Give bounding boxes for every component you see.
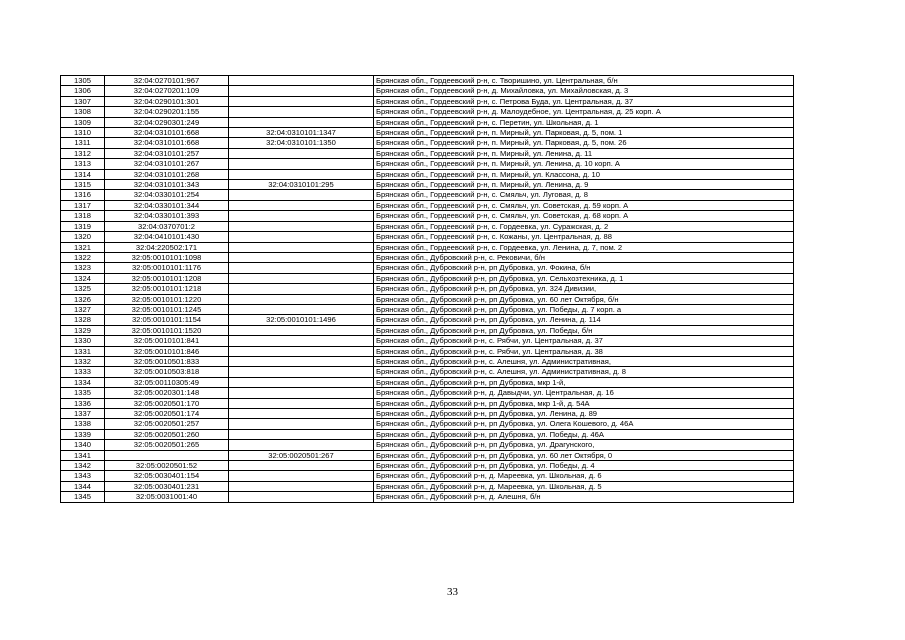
address-cell: Брянская обл., Гордеевский р-н, д. Малоудебное, ул. Центральная, д. 25 корп. А xyxy=(374,107,794,117)
second-cadastral-number-cell xyxy=(229,481,374,491)
second-cadastral-number-cell xyxy=(229,211,374,221)
row-number-cell: 1326 xyxy=(61,294,105,304)
address-cell: Брянская обл., Гордеевский р-н, с. Смяльч, ул. Советская, д. 59 корп. А xyxy=(374,200,794,210)
cadastral-number-cell: 32:04:0270201:109 xyxy=(105,86,229,96)
second-cadastral-number-cell xyxy=(229,377,374,387)
row-number-cell: 1308 xyxy=(61,107,105,117)
row-number-cell: 1325 xyxy=(61,284,105,294)
address-cell: Брянская обл., Дубровский р-н, с. Рябчи, ул. Центральная, д. 37 xyxy=(374,336,794,346)
row-number-cell: 1337 xyxy=(61,409,105,419)
cadastral-number-cell: 32:05:0010101:846 xyxy=(105,346,229,356)
table-row xyxy=(61,190,794,200)
cadastral-number-cell: 32:05:0020501:257 xyxy=(105,419,229,429)
second-cadastral-number-cell: 32:04:0310101:1347 xyxy=(229,128,374,138)
address-cell: Брянская обл., Дубровский р-н, рп Дубровка, ул. Ленина, д. 89 xyxy=(374,409,794,419)
address-cell: Брянская обл., Дубровский р-н, рп Дубровка, мкр 1-й, д. 54А xyxy=(374,398,794,408)
table-row xyxy=(61,200,794,210)
table-row xyxy=(61,315,794,325)
table-row xyxy=(61,148,794,158)
cadastral-number-cell: 32:05:0030401:154 xyxy=(105,471,229,481)
cadastral-number-cell: 32:04:0290201:155 xyxy=(105,107,229,117)
row-number-cell: 1312 xyxy=(61,148,105,158)
second-cadastral-number-cell xyxy=(229,86,374,96)
row-number-cell: 1317 xyxy=(61,200,105,210)
second-cadastral-number-cell: 32:05:0020501:267 xyxy=(229,450,374,460)
cadastral-number-cell: 32:05:0010101:1218 xyxy=(105,284,229,294)
row-number-cell: 1324 xyxy=(61,273,105,283)
second-cadastral-number-cell xyxy=(229,169,374,179)
second-cadastral-number-cell xyxy=(229,471,374,481)
second-cadastral-number-cell xyxy=(229,492,374,502)
address-cell: Брянская обл., Гордеевский р-н, с. Творишино, ул. Центральная, б/н xyxy=(374,76,794,86)
address-cell: Брянская обл., Дубровский р-н, с. Алешня, ул. Административная, д. 8 xyxy=(374,367,794,377)
second-cadastral-number-cell xyxy=(229,336,374,346)
cadastral-number-cell xyxy=(105,450,229,460)
address-cell: Брянская обл., Дубровский р-н, д. Мареевка, ул. Школьная, д. 6 xyxy=(374,471,794,481)
row-number-cell: 1310 xyxy=(61,128,105,138)
second-cadastral-number-cell xyxy=(229,398,374,408)
address-cell: Брянская обл., Гордеевский р-н, п. Мирный, ул. Ленина, д. 11 xyxy=(374,148,794,158)
page-number: 33 xyxy=(447,586,458,598)
table-row xyxy=(61,117,794,127)
address-cell: Брянская обл., Дубровский р-н, с. Рековичи, б/н xyxy=(374,252,794,262)
row-number-cell: 1305 xyxy=(61,76,105,86)
table-row xyxy=(61,336,794,346)
row-number-cell: 1313 xyxy=(61,159,105,169)
table-row xyxy=(61,377,794,387)
table-row xyxy=(61,471,794,481)
address-cell: Брянская обл., Гордеевский р-н, с. Смяльч, ул. Советская, д. 68 корп. А xyxy=(374,211,794,221)
second-cadastral-number-cell xyxy=(229,96,374,106)
table-row xyxy=(61,440,794,450)
address-cell: Брянская обл., Гордеевский р-н, с. Перетин, ул. Школьная, д. 1 xyxy=(374,117,794,127)
row-number-cell: 1343 xyxy=(61,471,105,481)
row-number-cell: 1319 xyxy=(61,221,105,231)
row-number-cell: 1333 xyxy=(61,367,105,377)
table-row xyxy=(61,273,794,283)
cadastral-number-cell: 32:04:0310101:668 xyxy=(105,128,229,138)
row-number-cell: 1322 xyxy=(61,252,105,262)
table-row xyxy=(61,107,794,117)
table-row xyxy=(61,429,794,439)
second-cadastral-number-cell xyxy=(229,252,374,262)
row-number-cell: 1314 xyxy=(61,169,105,179)
cadastral-number-cell: 32:05:0031001:40 xyxy=(105,492,229,502)
second-cadastral-number-cell xyxy=(229,429,374,439)
address-cell: Брянская обл., Гордеевский р-н, с. Гордеевка, ул. Суражская, д. 2 xyxy=(374,221,794,231)
second-cadastral-number-cell xyxy=(229,388,374,398)
second-cadastral-number-cell xyxy=(229,263,374,273)
address-cell: Брянская обл., Дубровский р-н, рп Дубровка, ул. Олега Кошевого, д. 46А xyxy=(374,419,794,429)
second-cadastral-number-cell xyxy=(229,242,374,252)
table-row xyxy=(61,294,794,304)
row-number-cell: 1311 xyxy=(61,138,105,148)
cadastral-number-cell: 32:05:0010101:1208 xyxy=(105,273,229,283)
cadastral-number-cell: 32:04:0310101:343 xyxy=(105,180,229,190)
cadastral-number-cell: 32:04:0310101:668 xyxy=(105,138,229,148)
row-number-cell: 1323 xyxy=(61,263,105,273)
row-number-cell: 1334 xyxy=(61,377,105,387)
table-row xyxy=(61,128,794,138)
address-cell: Брянская обл., Дубровский р-н, с. Рябчи, ул. Центральная, д. 38 xyxy=(374,346,794,356)
address-cell: Брянская обл., Гордеевский р-н, с. Кожаны, ул. Центральная, д. 88 xyxy=(374,232,794,242)
registry-table-body xyxy=(61,76,794,503)
table-row xyxy=(61,398,794,408)
second-cadastral-number-cell xyxy=(229,325,374,335)
row-number-cell: 1332 xyxy=(61,356,105,366)
row-number-cell: 1340 xyxy=(61,440,105,450)
second-cadastral-number-cell xyxy=(229,190,374,200)
address-cell: Брянская обл., Дубровский р-н, рп Дубровка, ул. Победы, д. 4 xyxy=(374,461,794,471)
table-row xyxy=(61,461,794,471)
table-row xyxy=(61,252,794,262)
row-number-cell: 1328 xyxy=(61,315,105,325)
cadastral-number-cell: 32:04:0330101:344 xyxy=(105,200,229,210)
table-row xyxy=(61,180,794,190)
row-number-cell: 1321 xyxy=(61,242,105,252)
cadastral-number-cell: 32:04:0370701:2 xyxy=(105,221,229,231)
second-cadastral-number-cell xyxy=(229,273,374,283)
address-cell: Брянская обл., Дубровский р-н, рп Дубровка, ул. 324 Дивизии, xyxy=(374,284,794,294)
cadastral-number-cell: 32:05:0020301:148 xyxy=(105,388,229,398)
table-row xyxy=(61,325,794,335)
cadastral-number-cell: 32:05:0010101:1520 xyxy=(105,325,229,335)
table-row xyxy=(61,304,794,314)
second-cadastral-number-cell xyxy=(229,200,374,210)
address-cell: Брянская обл., Дубровский р-н, д. Алешня, б/н xyxy=(374,492,794,502)
second-cadastral-number-cell xyxy=(229,409,374,419)
table-row xyxy=(61,96,794,106)
second-cadastral-number-cell: 32:04:0310101:1350 xyxy=(229,138,374,148)
row-number-cell: 1315 xyxy=(61,180,105,190)
table-row xyxy=(61,356,794,366)
second-cadastral-number-cell xyxy=(229,356,374,366)
cadastral-number-cell: 32:04:0330101:254 xyxy=(105,190,229,200)
table-row xyxy=(61,346,794,356)
second-cadastral-number-cell xyxy=(229,346,374,356)
address-cell: Брянская обл., Гордеевский р-н, п. Мирный, ул. Ленина, д. 9 xyxy=(374,180,794,190)
cadastral-number-cell: 32:05:0020501:170 xyxy=(105,398,229,408)
row-number-cell: 1341 xyxy=(61,450,105,460)
cadastral-number-cell: 32:05:0010101:1154 xyxy=(105,315,229,325)
table-row xyxy=(61,76,794,86)
cadastral-number-cell: 32:05:0020501:265 xyxy=(105,440,229,450)
cadastral-number-cell: 32:04:0310101:267 xyxy=(105,159,229,169)
row-number-cell: 1329 xyxy=(61,325,105,335)
cadastral-number-cell: 32:04:0290101:301 xyxy=(105,96,229,106)
table-row xyxy=(61,481,794,491)
cadastral-number-cell: 32:05:0020501:260 xyxy=(105,429,229,439)
table-row xyxy=(61,159,794,169)
cadastral-number-cell: 32:05:0010101:1176 xyxy=(105,263,229,273)
table-row xyxy=(61,138,794,148)
address-cell: Брянская обл., Дубровский р-н, с. Алешня, ул. Административная, xyxy=(374,356,794,366)
table-row xyxy=(61,284,794,294)
second-cadastral-number-cell xyxy=(229,232,374,242)
registry-table xyxy=(60,75,794,503)
row-number-cell: 1330 xyxy=(61,336,105,346)
address-cell: Брянская обл., Гордеевский р-н, п. Мирный, ул. Ленина, д. 10 корп. А xyxy=(374,159,794,169)
cadastral-number-cell: 32:04:220502:171 xyxy=(105,242,229,252)
row-number-cell: 1342 xyxy=(61,461,105,471)
address-cell: Брянская обл., Дубровский р-н, д. Давыдчи, ул. Центральная, д. 16 xyxy=(374,388,794,398)
second-cadastral-number-cell xyxy=(229,76,374,86)
address-cell: Брянская обл., Гордеевский р-н, д. Михайловка, ул. Михайловская, д. 3 xyxy=(374,86,794,96)
table-row xyxy=(61,419,794,429)
row-number-cell: 1327 xyxy=(61,304,105,314)
address-cell: Брянская обл., Дубровский р-н, рп Дубровка, ул. Победы, д. 7 корп. а xyxy=(374,304,794,314)
table-row xyxy=(61,86,794,96)
cadastral-number-cell: 32:04:0330101:393 xyxy=(105,211,229,221)
address-cell: Брянская обл., Дубровский р-н, рп Дубровка, ул. Победы, б/н xyxy=(374,325,794,335)
address-cell: Брянская обл., Гордеевский р-н, п. Мирный, ул. Парковая, д. 5, пом. 26 xyxy=(374,138,794,148)
address-cell: Брянская обл., Гордеевский р-н, с. Петрова Буда, ул. Центральная, д. 37 xyxy=(374,96,794,106)
cadastral-number-cell: 32:04:0310101:257 xyxy=(105,148,229,158)
address-cell: Брянская обл., Гордеевский р-н, п. Мирный, ул. Классона, д. 10 xyxy=(374,169,794,179)
row-number-cell: 1307 xyxy=(61,96,105,106)
address-cell: Брянская обл., Дубровский р-н, рп Дубровка, ул. Ленина, д. 114 xyxy=(374,315,794,325)
second-cadastral-number-cell xyxy=(229,461,374,471)
table-row xyxy=(61,388,794,398)
row-number-cell: 1336 xyxy=(61,398,105,408)
cadastral-number-cell: 32:05:0010101:1220 xyxy=(105,294,229,304)
address-cell: Брянская обл., Дубровский р-н, рп Дубровка, ул. 60 лет Октября, 0 xyxy=(374,450,794,460)
second-cadastral-number-cell xyxy=(229,367,374,377)
address-cell: Брянская обл., Дубровский р-н, д. Мареевка, ул. Школьная, д. 5 xyxy=(374,481,794,491)
second-cadastral-number-cell xyxy=(229,284,374,294)
address-cell: Брянская обл., Дубровский р-н, рп Дубровка, ул. Фокина, б/н xyxy=(374,263,794,273)
row-number-cell: 1344 xyxy=(61,481,105,491)
second-cadastral-number-cell xyxy=(229,107,374,117)
address-cell: Брянская обл., Гордеевский р-н, с. Гордеевка, ул. Ленина, д. 7, пом. 2 xyxy=(374,242,794,252)
second-cadastral-number-cell xyxy=(229,304,374,314)
table-row xyxy=(61,409,794,419)
table-row xyxy=(61,263,794,273)
cadastral-number-cell: 32:05:00110305:49 xyxy=(105,377,229,387)
table-row xyxy=(61,242,794,252)
second-cadastral-number-cell: 32:04:0310101:295 xyxy=(229,180,374,190)
row-number-cell: 1318 xyxy=(61,211,105,221)
second-cadastral-number-cell: 32:05:0010101:1496 xyxy=(229,315,374,325)
row-number-cell: 1309 xyxy=(61,117,105,127)
table-row xyxy=(61,450,794,460)
second-cadastral-number-cell xyxy=(229,294,374,304)
second-cadastral-number-cell xyxy=(229,419,374,429)
table-row xyxy=(61,221,794,231)
address-cell: Брянская обл., Дубровский р-н, рп Дубровка, ул. Сельхозтехника, д. 1 xyxy=(374,273,794,283)
table-row xyxy=(61,367,794,377)
cadastral-number-cell: 32:05:0020501:52 xyxy=(105,461,229,471)
row-number-cell: 1316 xyxy=(61,190,105,200)
row-number-cell: 1320 xyxy=(61,232,105,242)
second-cadastral-number-cell xyxy=(229,117,374,127)
table-row xyxy=(61,232,794,242)
second-cadastral-number-cell xyxy=(229,148,374,158)
address-cell: Брянская обл., Гордеевский р-н, с. Смяльч, ул. Луговая, д. 8 xyxy=(374,190,794,200)
second-cadastral-number-cell xyxy=(229,221,374,231)
row-number-cell: 1335 xyxy=(61,388,105,398)
address-cell: Брянская обл., Дубровский р-н, рп Дубровка, ул. Драгунского, xyxy=(374,440,794,450)
cadastral-number-cell: 32:04:0270101:967 xyxy=(105,76,229,86)
second-cadastral-number-cell xyxy=(229,159,374,169)
cadastral-number-cell: 32:05:0020501:174 xyxy=(105,409,229,419)
address-cell: Брянская обл., Дубровский р-н, рп Дубровка, ул. Победы, д. 46А xyxy=(374,429,794,439)
row-number-cell: 1339 xyxy=(61,429,105,439)
address-cell: Брянская обл., Дубровский р-н, рп Дубровка, ул. 60 лет Октября, б/н xyxy=(374,294,794,304)
address-cell: Брянская обл., Гордеевский р-н, п. Мирный, ул. Парковая, д. 5, пом. 1 xyxy=(374,128,794,138)
table-row xyxy=(61,492,794,502)
row-number-cell: 1331 xyxy=(61,346,105,356)
cadastral-number-cell: 32:05:0010503:818 xyxy=(105,367,229,377)
cadastral-number-cell: 32:05:0010101:841 xyxy=(105,336,229,346)
cadastral-number-cell: 32:05:0010501:833 xyxy=(105,356,229,366)
table-row xyxy=(61,211,794,221)
address-cell: Брянская обл., Дубровский р-н, рп Дубровка, мкр 1-й, xyxy=(374,377,794,387)
table-row xyxy=(61,169,794,179)
row-number-cell: 1306 xyxy=(61,86,105,96)
cadastral-number-cell: 32:04:0410101:430 xyxy=(105,232,229,242)
second-cadastral-number-cell xyxy=(229,440,374,450)
cadastral-number-cell: 32:05:0010101:1098 xyxy=(105,252,229,262)
row-number-cell: 1338 xyxy=(61,419,105,429)
cadastral-number-cell: 32:05:0010101:1245 xyxy=(105,304,229,314)
cadastral-number-cell: 32:05:0030401:231 xyxy=(105,481,229,491)
cadastral-number-cell: 32:04:0310101:268 xyxy=(105,169,229,179)
cadastral-number-cell: 32:04:0290301:249 xyxy=(105,117,229,127)
row-number-cell: 1345 xyxy=(61,492,105,502)
